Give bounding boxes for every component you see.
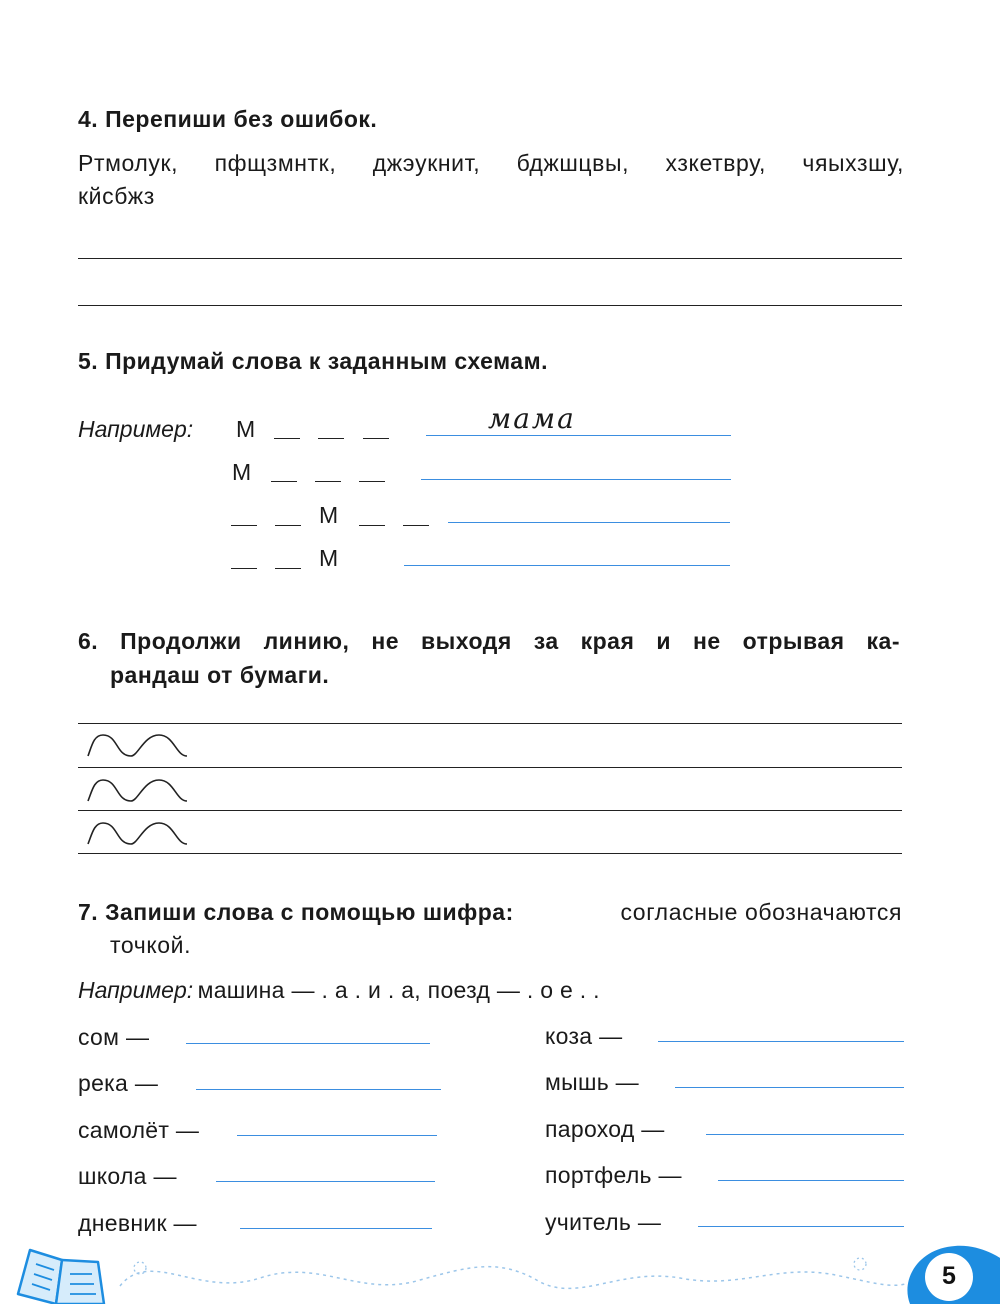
answer-line[interactable] xyxy=(404,565,730,566)
task-7-title-rest: согласные обозначаются xyxy=(620,899,902,925)
cipher-word: коза — xyxy=(545,1023,623,1049)
example-text: машина — . а . и . а, поезд — . о е . . xyxy=(197,977,600,1003)
scheme-dash xyxy=(275,525,301,526)
example-label: Например: xyxy=(78,416,194,442)
scheme-letter: М xyxy=(236,416,256,442)
answer-line[interactable] xyxy=(706,1134,904,1135)
answer-line[interactable] xyxy=(426,435,731,436)
cipher-word: мышь — xyxy=(545,1069,639,1095)
dotted-swirl xyxy=(120,1267,905,1289)
task-7-example xyxy=(78,977,600,1004)
task-7-title-bold: 7. Запиши слова с помощью шифра: xyxy=(78,899,514,925)
cipher-word: река — xyxy=(78,1070,159,1096)
answer-line[interactable] xyxy=(675,1087,904,1088)
task-7-title-line-2: точкой. xyxy=(110,932,192,958)
answer-line[interactable] xyxy=(421,479,731,480)
cipher-word: учитель — xyxy=(545,1209,662,1235)
scheme-dash xyxy=(359,481,385,482)
answer-line[interactable] xyxy=(237,1135,437,1136)
task-4-text-line-1: Ртмолук, пфщзмнтк, джэукнит, бджшцвы, хзкетвру, чяыхзшу, xyxy=(78,150,904,176)
cipher-word: школа — xyxy=(78,1163,177,1189)
answer-line[interactable] xyxy=(658,1041,904,1042)
book-icon xyxy=(18,1250,104,1304)
task-6-title-line-2: рандаш от бумаги. xyxy=(110,662,330,688)
task-7-title-line-1 xyxy=(78,899,902,926)
scheme-dash xyxy=(403,525,429,526)
scheme-dash xyxy=(275,568,301,569)
answer-line[interactable] xyxy=(240,1228,432,1229)
wave-pattern-1 xyxy=(88,735,187,756)
scheme-dash xyxy=(318,438,344,439)
wave-pattern-2 xyxy=(88,780,187,801)
cipher-word: пароход — xyxy=(545,1116,665,1142)
cipher-word: самолёт — xyxy=(78,1117,200,1143)
answer-line[interactable] xyxy=(186,1043,430,1044)
wave-pattern-3 xyxy=(88,823,187,844)
scheme-letter: М xyxy=(319,502,339,528)
cipher-word: сом — xyxy=(78,1024,150,1050)
scheme-letter: М xyxy=(319,545,339,571)
scheme-dash xyxy=(231,525,257,526)
scheme-letter: М xyxy=(232,459,252,485)
answer-line[interactable] xyxy=(718,1180,904,1181)
scheme-dash xyxy=(363,438,389,439)
scheme-dash xyxy=(274,438,300,439)
task-4-text-line-2: кйсбжз xyxy=(78,183,155,209)
answer-line[interactable] xyxy=(448,522,730,523)
scheme-dash xyxy=(271,481,297,482)
page-number: 5 xyxy=(942,1262,956,1290)
cipher-word: дневник — xyxy=(78,1210,197,1236)
example-answer: мама xyxy=(488,402,576,435)
writing-line[interactable] xyxy=(78,258,902,259)
example-label: Например: xyxy=(78,977,194,1003)
answer-line[interactable] xyxy=(698,1226,904,1227)
wave-pattern-svg xyxy=(78,723,218,854)
footer-decoration xyxy=(0,1238,1000,1304)
task-5-title: 5. Придумай слова к заданным схемам. xyxy=(78,348,549,374)
writing-line[interactable] xyxy=(78,305,902,306)
cipher-word: портфель — xyxy=(545,1162,682,1188)
task-6-title-line-1: 6. Продолжи линию, не выходя за края и не отрывая ка- xyxy=(78,628,900,654)
scheme-dash xyxy=(315,481,341,482)
task-4-title: 4. Перепиши без ошибок. xyxy=(78,106,378,132)
scheme-dash xyxy=(231,568,257,569)
answer-line[interactable] xyxy=(196,1089,441,1090)
scheme-dash xyxy=(359,525,385,526)
answer-line[interactable] xyxy=(216,1181,435,1182)
